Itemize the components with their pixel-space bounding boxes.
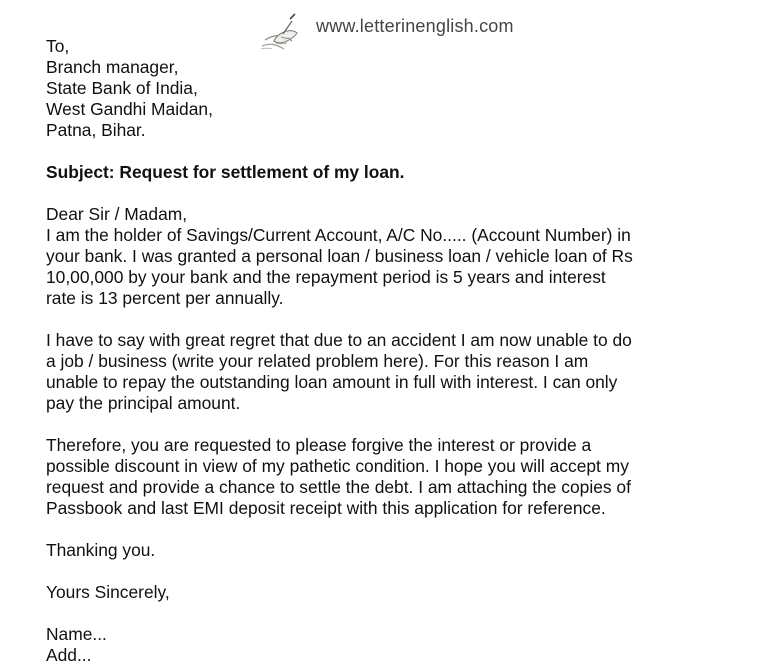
address-line: State Bank of India,	[46, 78, 198, 98]
paragraph-line: rate is 13 percent per annually.	[46, 288, 284, 308]
sender-details	[46, 624, 736, 666]
sender-line: Name...	[46, 624, 107, 644]
paragraph-line: request and provide a chance to settle the debt. I am attaching the copies of	[46, 477, 631, 497]
sender-line: Add...	[46, 645, 92, 665]
paragraph-line: 10,00,000 by your bank and the repayment period is 5 years and interest	[46, 267, 606, 287]
paragraph-line: I am the holder of Savings/Current Account, A/C No..... (Account Number) in	[46, 225, 631, 245]
address-line: West Gandhi Maidan,	[46, 99, 213, 119]
recipient-address	[46, 36, 736, 141]
paragraph-line: possible discount in view of my pathetic condition. I hope you will accept my	[46, 456, 629, 476]
paragraph-line: Passbook and last EMI deposit receipt with this application for reference.	[46, 498, 606, 518]
subject-line: Subject: Request for settlement of my loan.	[46, 162, 405, 182]
paragraph-line: Therefore, you are requested to please forgive the interest or provide a	[46, 435, 592, 455]
paragraph-line: unable to repay the outstanding loan amount in full with interest. I can only	[46, 372, 618, 392]
letter-body	[46, 36, 736, 666]
address-line: Patna, Bihar.	[46, 120, 146, 140]
address-line: To,	[46, 36, 70, 56]
address-line: Branch manager,	[46, 57, 179, 77]
salutation-and-paragraph-1	[46, 204, 736, 309]
closing-line: Yours Sincerely,	[46, 582, 170, 602]
paragraph-3	[46, 435, 736, 519]
paragraph-line: a job / business (write your related problem here). For this reason I am	[46, 351, 589, 371]
salutation: Dear Sir / Madam,	[46, 204, 188, 224]
thanking-line: Thanking you.	[46, 540, 156, 560]
watermark-text: www.letterinenglish.com	[316, 15, 514, 36]
paragraph-line: I have to say with great regret that due to an accident I am now unable to do	[46, 330, 632, 350]
paragraph-line: your bank. I was granted a personal loan / business loan / vehicle loan of Rs	[46, 246, 633, 266]
paragraph-2	[46, 330, 736, 414]
paragraph-line: pay the principal amount.	[46, 393, 241, 413]
